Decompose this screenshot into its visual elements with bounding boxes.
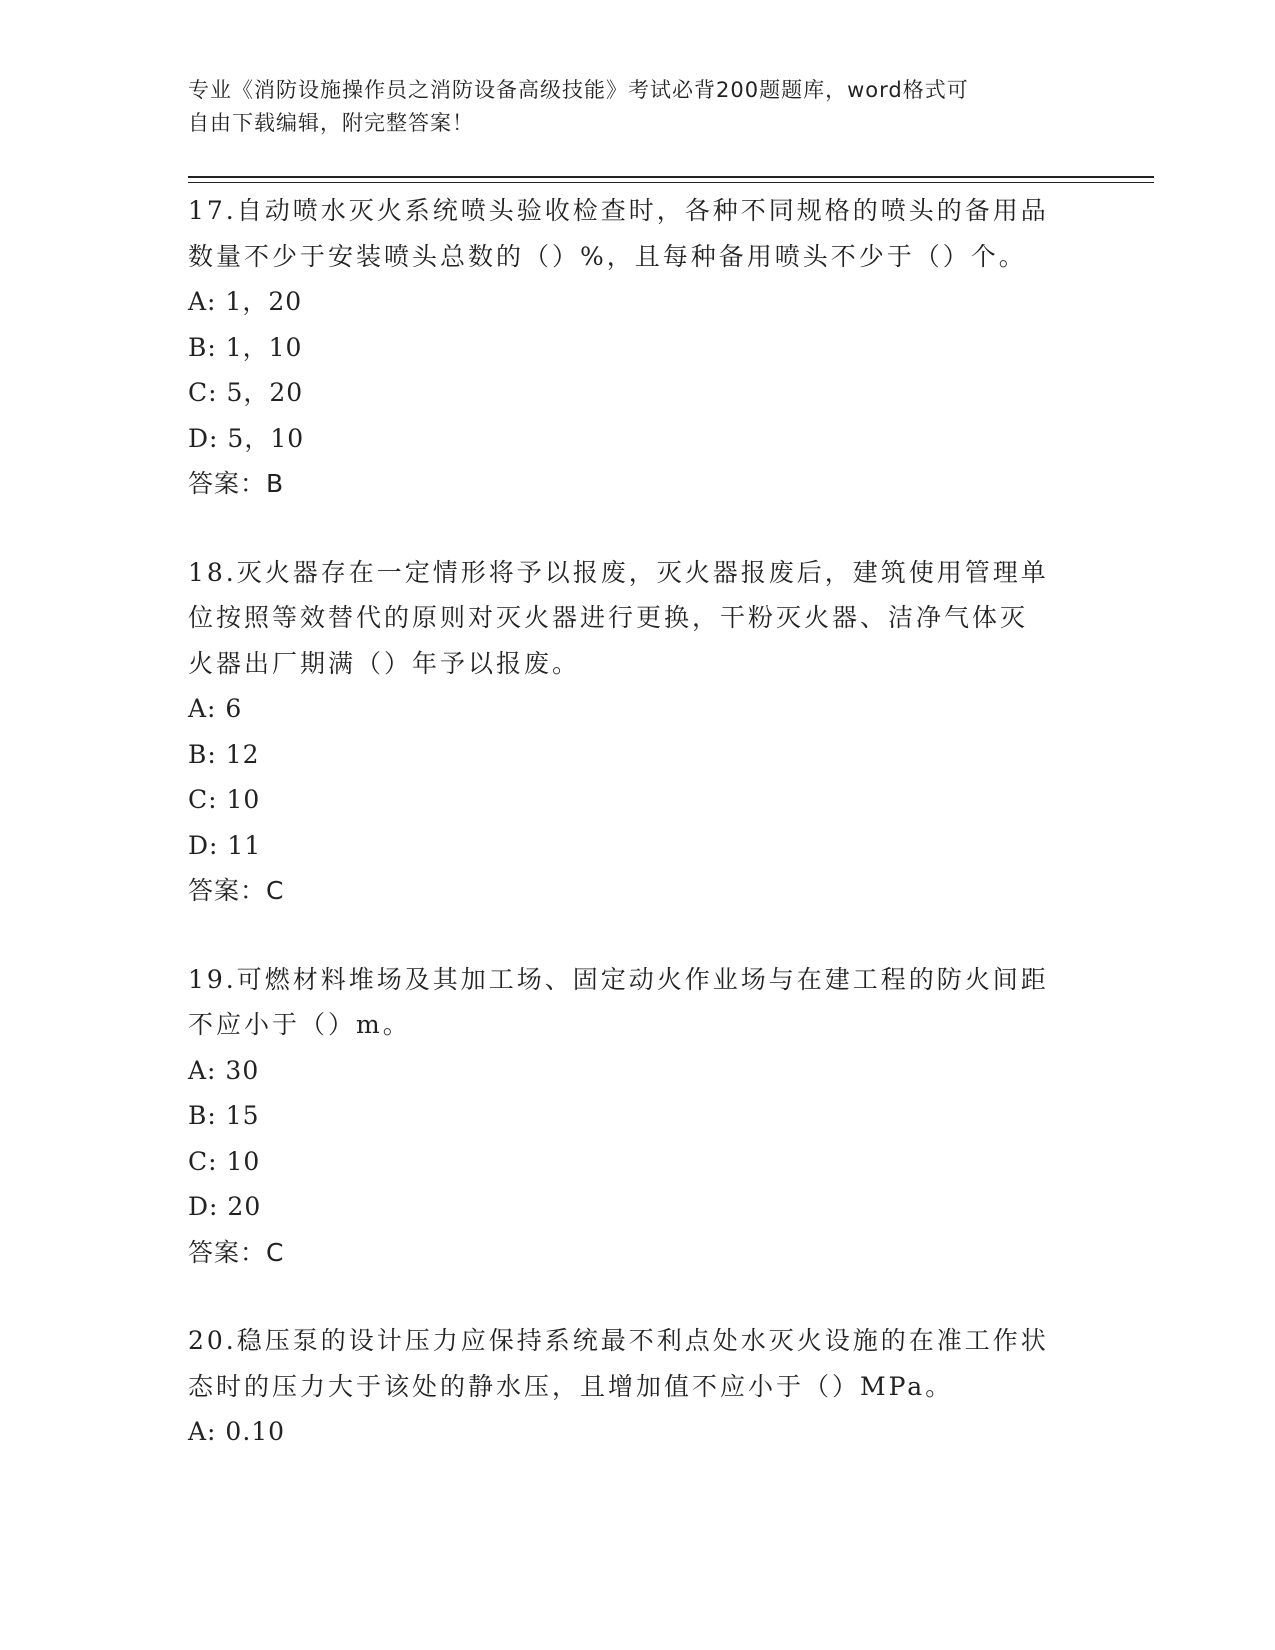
question-20-option-a: A: 0.10 [188,1417,286,1446]
question-20 [188,1318,1088,1455]
question-19-option-b: B: 15 [188,1101,260,1130]
question-18-line-3: 火器出厂期满（）年予以报废。 [188,648,581,678]
question-17-option-c: C: 5，20 [188,378,304,407]
question-18-option-d: D: 11 [188,830,262,860]
question-18-line-2: 位按照等效替代的原则对灭火器进行更换，干粉灭火器、洁净气体灭 [188,603,1029,632]
question-17-option-b: B: 1，10 [188,332,303,362]
question-17-answer: 答案：B [188,469,285,498]
question-17-option-a: A: 1，20 [188,287,303,316]
document-header [188,74,1088,140]
question-19-option-c: C: 10 [188,1146,261,1176]
question-17-line-2: 数量不少于安装喷头总数的（）%，且每种备用喷头不少于（）个。 [188,241,1027,271]
question-20-line-2: 态时的压力大于该处的静水压，且增加值不应小于（）MPa。 [188,1371,954,1401]
question-17-line-1: 17.自动喷水灭火系统喷头验收检查时，各种不同规格的喷头的备用品 [188,196,1049,225]
header-line-2: 自由下载编辑，附完整答案！ [188,111,474,135]
question-19 [188,957,1088,1276]
question-18-answer: 答案：C [188,876,285,905]
header-line-1: 专业《消防设施操作员之消防设备高级技能》考试必背200题题库，word格式可 [188,78,969,102]
question-18-line-1: 18.灭火器存在一定情形将予以报废，灭火器报废后，建筑使用管理单 [188,557,1049,587]
question-18-option-b: B: 12 [188,739,260,769]
header-divider-thick [188,176,1154,178]
question-19-option-a: A: 30 [188,1055,260,1085]
question-18-option-a: A: 6 [188,694,243,723]
header-divider-thin [188,182,1154,183]
question-19-line-2: 不应小于（）m。 [188,1010,411,1039]
question-20-line-1: 20.稳压泵的设计压力应保持系统最不利点处水灭火设施的在准工作状 [188,1326,1049,1355]
question-19-line-1: 19.可燃材料堆场及其加工场、固定动火作业场与在建工程的防火间距 [188,964,1049,994]
question-18-option-c: C: 10 [188,785,261,814]
question-19-answer: 答案：C [188,1237,285,1267]
question-18 [188,550,1088,914]
question-list [188,188,1088,1498]
question-17 [188,188,1088,507]
question-17-option-d: D: 5，10 [188,423,305,453]
question-19-option-d: D: 20 [188,1192,262,1221]
